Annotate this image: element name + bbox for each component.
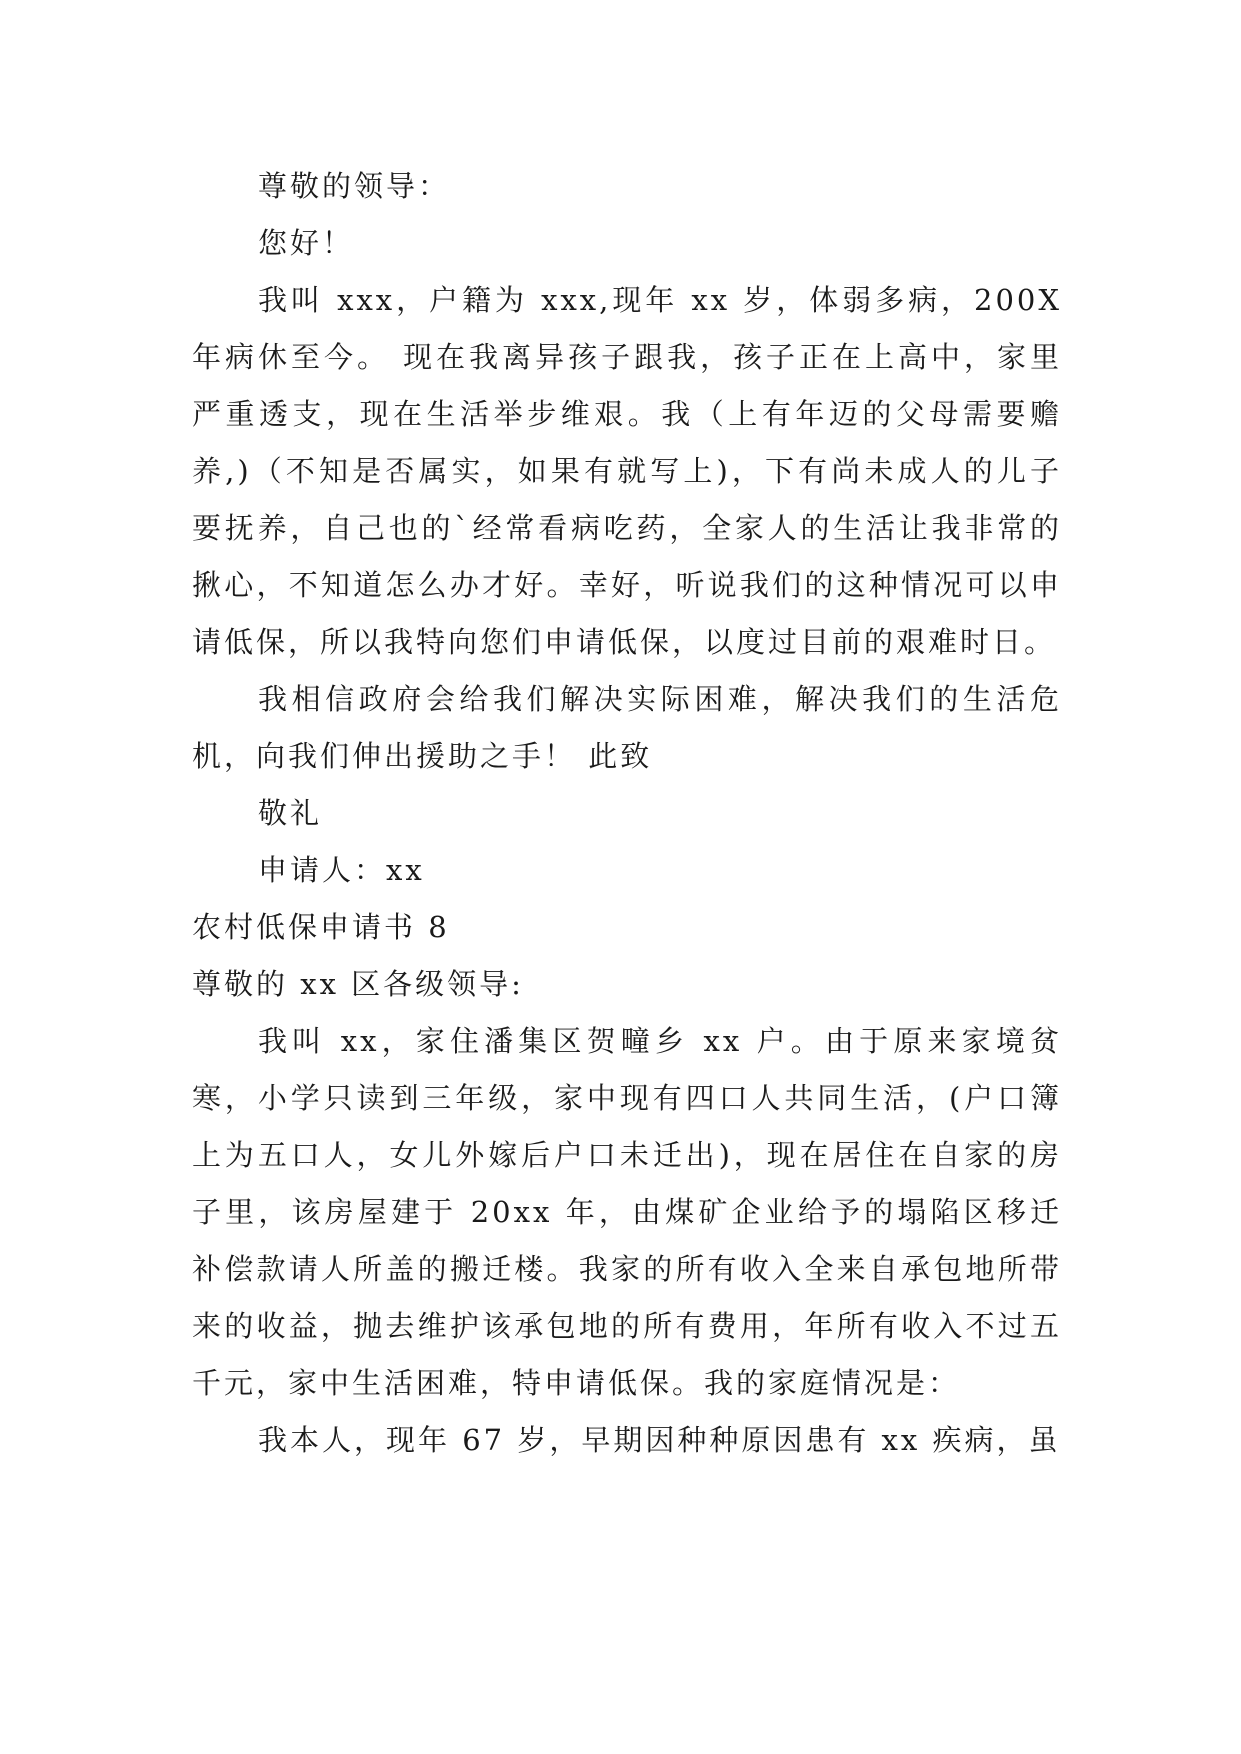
letter1-salutation: 尊敬的领导： — [258, 169, 451, 203]
letter2-paragraph-1: 我叫 xx，家住潘集区贺疃乡 xx 户。由于原来家境贫寒，小学只读到三年级，家中现有四口人共同生活，(户口簿上为五口人，女儿外嫁后户口未迁出)，现在居住在自家的房子里，该房屋建于 20xx 年，由煤矿企业给予的塌陷区移迁补偿款请人所盖的搬迁楼。我家的所有收入全来自承包地所带来的收益，抛去维护该承包地的所有费用，年所有收入不过五千元，家中生活困难，特申请低保。我的家庭情况是： — [192, 1024, 1062, 1400]
letter1-paragraph-2: 我相信政府会给我们解决实际困难，解决我们的生活危机，向我们伸出援助之手！ 此致 — [192, 682, 1062, 773]
letter1-paragraph-1: 我叫 xxx，户籍为 xxx,现年 xx 岁，体弱多病，200X 年病休至今。 现在我离异孩子跟我，孩子正在上高中，家里严重透支，现在生活举步维艰。我（上有年迈的父母需要赡养,)（不知是否属实，如果有就写上)，下有尚未成人的儿子要抚养，自己也的`经常看病吃药，全家人的生活让我非常的揪心，不知道怎么办才好。幸好，听说我们的这种情况可以申请低保，所以我特向您们申请低保，以度过目前的艰难时日。 — [192, 283, 1062, 659]
document-body — [192, 158, 1062, 1469]
letter1-signature: 申请人：xx — [258, 853, 425, 887]
letter1-closing: 敬礼 — [258, 796, 323, 830]
letter1-greeting: 您好！ — [258, 226, 355, 260]
letter2-salutation: 尊敬的 xx 区各级领导: — [192, 967, 524, 1001]
letter2-paragraph-2: 我本人，现年 67 岁，早期因种种原因患有 xx 疾病，虽 — [258, 1423, 1061, 1457]
section-title: 农村低保申请书 8 — [192, 910, 450, 944]
